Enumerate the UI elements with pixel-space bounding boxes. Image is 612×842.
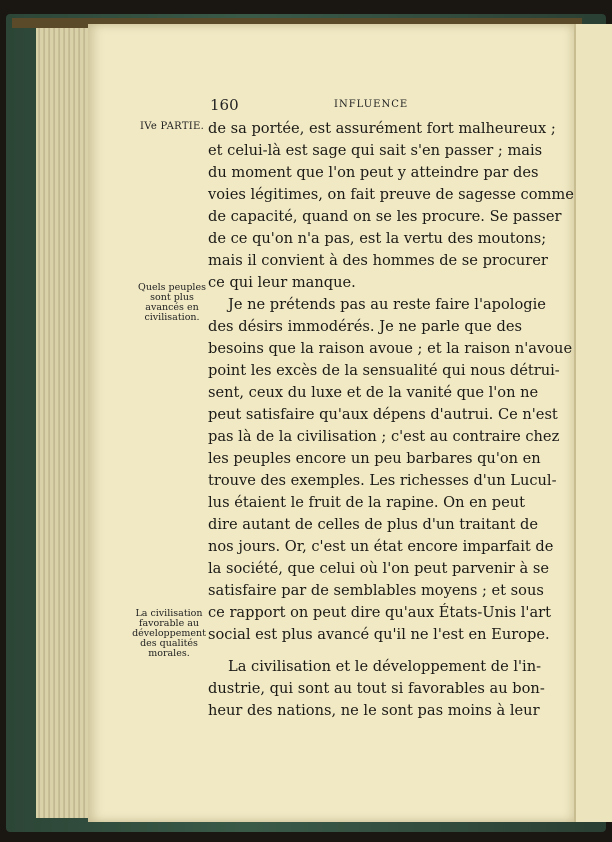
margin-note-line: morales.	[148, 648, 190, 659]
margin-note-line: civilisation.	[144, 312, 200, 323]
text-line: de sa portée, est assurément fort malheureux ;	[208, 120, 556, 137]
margin-note-civilisation	[130, 609, 208, 659]
text-line: de capacité, quand on se les procure. Se passer	[208, 208, 562, 225]
margin-note-line: avancés en	[145, 302, 199, 313]
text-line: trouve des exemples. Les richesses d'un Lucul-	[208, 472, 557, 489]
text-line: heur des nations, ne le sont pas moins à leur	[208, 702, 540, 719]
text-line-indent: La civilisation et le développement de l'in-	[228, 658, 542, 675]
margin-note-line: développement	[132, 628, 206, 639]
text-line: les peuples encore un peu barbares qu'on en	[208, 450, 541, 467]
page-number: 160	[210, 96, 239, 114]
margin-note-line: favorable au	[138, 618, 199, 629]
text-line: mais il convient à des hommes de se procurer	[208, 252, 548, 269]
text-line: du moment que l'on peut y atteindre par des	[208, 164, 539, 181]
text-line: peut satisfaire qu'aux dépens d'autrui. Ce n'est	[208, 406, 558, 423]
margin-note-line: des qualités	[140, 638, 198, 649]
text-line: la société, que celui où l'on peut parvenir à se	[208, 560, 549, 577]
text-line: sent, ceux du luxe et de la vanité que l'on ne	[208, 384, 539, 401]
text-line: voies légitimes, on fait preuve de sagesse comme	[208, 186, 574, 203]
text-line: social est plus avancé qu'il ne l'est en Europe.	[208, 626, 550, 643]
text-line: dire autant de celles de plus d'un traitant de	[208, 516, 538, 533]
text-line: lus étaient le fruit de la rapine. On en peut	[208, 494, 526, 511]
text-line: dustrie, qui sont au tout si favorables au bon-	[208, 680, 545, 697]
text-line-indent: Je ne prétends pas au reste faire l'apologie	[228, 296, 546, 313]
margin-note-peoples	[133, 283, 211, 323]
page-header	[210, 96, 522, 114]
page-edges	[36, 28, 96, 818]
facing-page-edge	[574, 24, 612, 822]
text-line: besoins que la raison avoue ; et la raison n'avoue	[208, 340, 573, 357]
margin-note-line: La civilisation	[135, 608, 203, 619]
text-line: ce qui leur manque.	[208, 274, 356, 291]
margin-note-line: sont plus	[150, 292, 194, 303]
text-line: point les excès de la sensualité qui nous détrui-	[208, 362, 560, 379]
text-line: satisfaire par de semblables moyens ; et sous	[208, 582, 544, 599]
part-label: IVe PARTIE.	[140, 121, 205, 132]
text-line: pas là de la civilisation ; c'est au contraire chez	[208, 428, 560, 445]
text-line: et celui-là est sage qui sait s'en passer ; mais	[208, 142, 543, 159]
text-line: nos jours. Or, c'est un état encore imparfait de	[208, 538, 554, 555]
text-line: des désirs immodérés. Je ne parle que des	[208, 318, 522, 335]
text-line: ce rapport on peut dire qu'aux États-Unis l'art	[208, 604, 551, 621]
text-line: de ce qu'on n'a pas, est la vertu des moutons;	[208, 230, 547, 247]
running-head: INFLUENCE	[334, 99, 409, 110]
margin-note-line: Quels peuples	[138, 282, 206, 293]
